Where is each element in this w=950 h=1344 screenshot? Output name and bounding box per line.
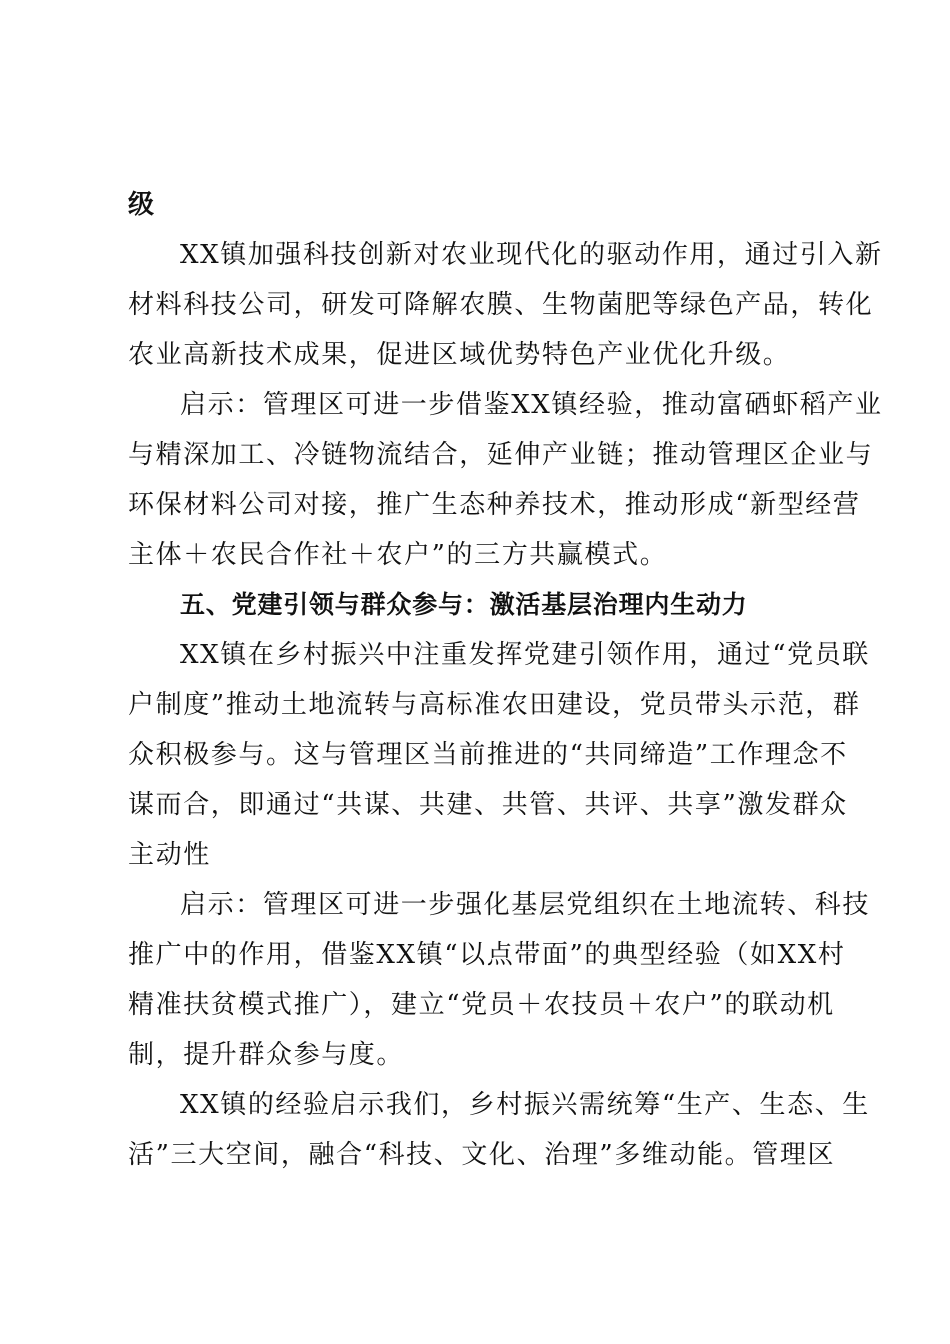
paragraph-first-line: 启示：管理区可进一步借鉴XX镇经验，推动富硒虾稻产业: [180, 390, 883, 420]
text-line: 推广中的作用，借鉴XX镇“以点带面”的典型经验（如XX村: [128, 940, 846, 970]
paragraph-first-line: XX镇加强科技创新对农业现代化的驱动作用，通过引入新: [180, 240, 883, 270]
text-line: 户制度”推动土地流转与高标准农田建设，党员带头示范，群: [128, 690, 861, 720]
text-line: 主体＋农民合作社＋农户”的三方共赢模式。: [128, 540, 668, 570]
paragraph-first-line: XX镇在乡村振兴中注重发挥党建引领作用，通过“党员联: [180, 640, 870, 670]
paragraph-first-line: XX镇的经验启示我们，乡村振兴需统筹“生产、生态、生: [180, 1090, 870, 1120]
text-line: 环保材料公司对接，推广生态种养技术，推动形成“新型经营: [128, 490, 861, 520]
document-body: [128, 180, 883, 1180]
text-line: 材料科技公司，研发可降解农膜、生物菌肥等绿色产品，转化: [128, 290, 874, 320]
text-line: 制，提升群众参与度。: [128, 1040, 405, 1070]
text-line: 众积极参与。这与管理区当前推进的“共同缔造”工作理念不: [128, 740, 848, 770]
section-heading: 五、党建引领与群众参与：激活基层治理内生动力: [180, 590, 748, 619]
text-line: 主动性: [128, 840, 211, 870]
text-line: 级: [128, 190, 156, 220]
paragraph-first-line: 启示：管理区可进一步强化基层党组织在土地流转、科技: [180, 890, 871, 920]
text-line: 农业高新技术成果，促进区域优势特色产业优化升级。: [128, 340, 791, 370]
text-line: 与精深加工、冷链物流结合，延伸产业链；推动管理区企业与: [128, 440, 874, 470]
text-line: 活”三大空间，融合“科技、文化、治理”多维动能。管理区: [128, 1140, 836, 1170]
text-line: 精准扶贫模式推广），建立“党员＋农技员＋农户”的联动机: [128, 990, 835, 1020]
text-line: 谋而合，即通过“共谋、共建、共管、共评、共享”激发群众: [128, 790, 848, 820]
